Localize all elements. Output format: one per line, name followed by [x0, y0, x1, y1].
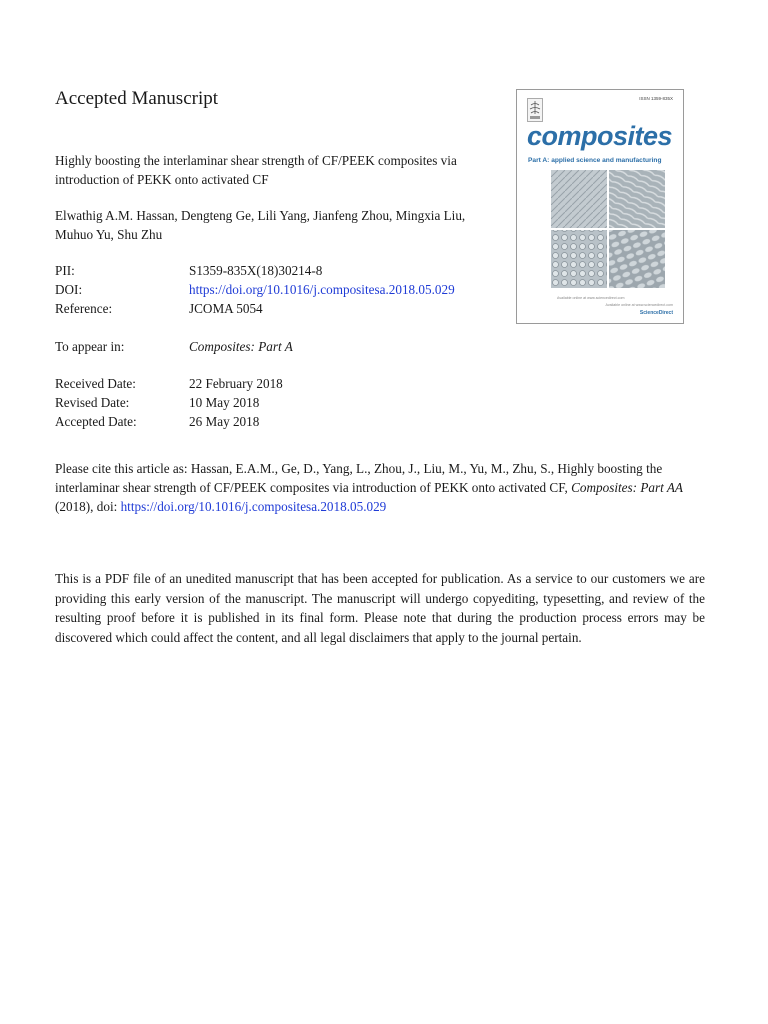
journal-cover [516, 89, 684, 324]
accepted-label: Accepted Date: [55, 414, 137, 429]
cover-issn: ISSN 1359-835X [639, 96, 673, 101]
doi-link[interactable]: https://doi.org/10.1016/j.compositesa.2018.05.029 [189, 282, 455, 297]
cover-micrograph-image [551, 170, 665, 288]
revised-value: 10 May 2018 [189, 395, 260, 410]
pii-label: PII: [55, 263, 75, 278]
article-authors: Elwathig A.M. Hassan, Dengteng Ge, Lili Yang, Jianfeng Zhou, Mingxia Liu, Muhuo Yu, Shu Zhu [55, 208, 466, 242]
appear-label: To appear in: [55, 339, 125, 354]
elsevier-logo-icon [527, 98, 543, 122]
citation-volume: A [674, 480, 683, 495]
pii-value: S1359-835X(18)30214-8 [189, 263, 323, 278]
notice-paragraph: This is a PDF file of an unedited manuscript that has been accepted for publication. As a service to our customers we are providing this early version of the manuscript. The manuscript will undergo copyediting, typesetting, and review of the resulting proof before it is published in its final form. Please note that during the production process errors may be discovered which could affect the content, and all legal disclaimers that apply to the journal pertain. [55, 571, 705, 645]
reference-value: JCOMA 5054 [189, 301, 263, 316]
received-value: 22 February 2018 [189, 376, 283, 391]
citation-journal: Composites: Part A [571, 480, 675, 495]
cover-sciencedirect: ScienceDirect [639, 310, 673, 316]
doi-label: DOI: [55, 282, 83, 297]
citation-paragraph [55, 459, 705, 516]
accepted-value: 26 May 2018 [189, 414, 260, 429]
article-title: Highly boosting the interlaminar shear strength of CF/PEEK composites via introduction of PEKK onto activated CF [55, 153, 457, 187]
citation-middle: (2018), doi: [55, 499, 121, 514]
citation-doi-link[interactable]: https://doi.org/10.1016/j.compositesa.2018.05.029 [120, 499, 387, 514]
appear-journal: Composites: Part A [189, 339, 293, 354]
received-label: Received Date: [55, 376, 136, 391]
citation-prefix: Please cite this article as: Hassan, E.A.M., Ge, D., Yang, L., Zhou, J., Liu, M., Yu, M., Zhu, S., Highly boosting the interlaminar shear strength of CF/PEEK composites via introduction of PEKK onto activated CF, [55, 461, 663, 495]
reference-label: Reference: [55, 301, 113, 316]
revised-label: Revised Date: [55, 395, 130, 410]
cover-subtitle: Part A: applied science and manufacturing [528, 157, 662, 164]
cover-small-print: Available online at www.sciencedirect.com [557, 296, 625, 300]
page-heading: Accepted Manuscript [55, 88, 219, 109]
cover-journal-name: composites [527, 121, 673, 151]
cover-footer-text: Available online at www.sciencedirect.com [605, 303, 673, 307]
